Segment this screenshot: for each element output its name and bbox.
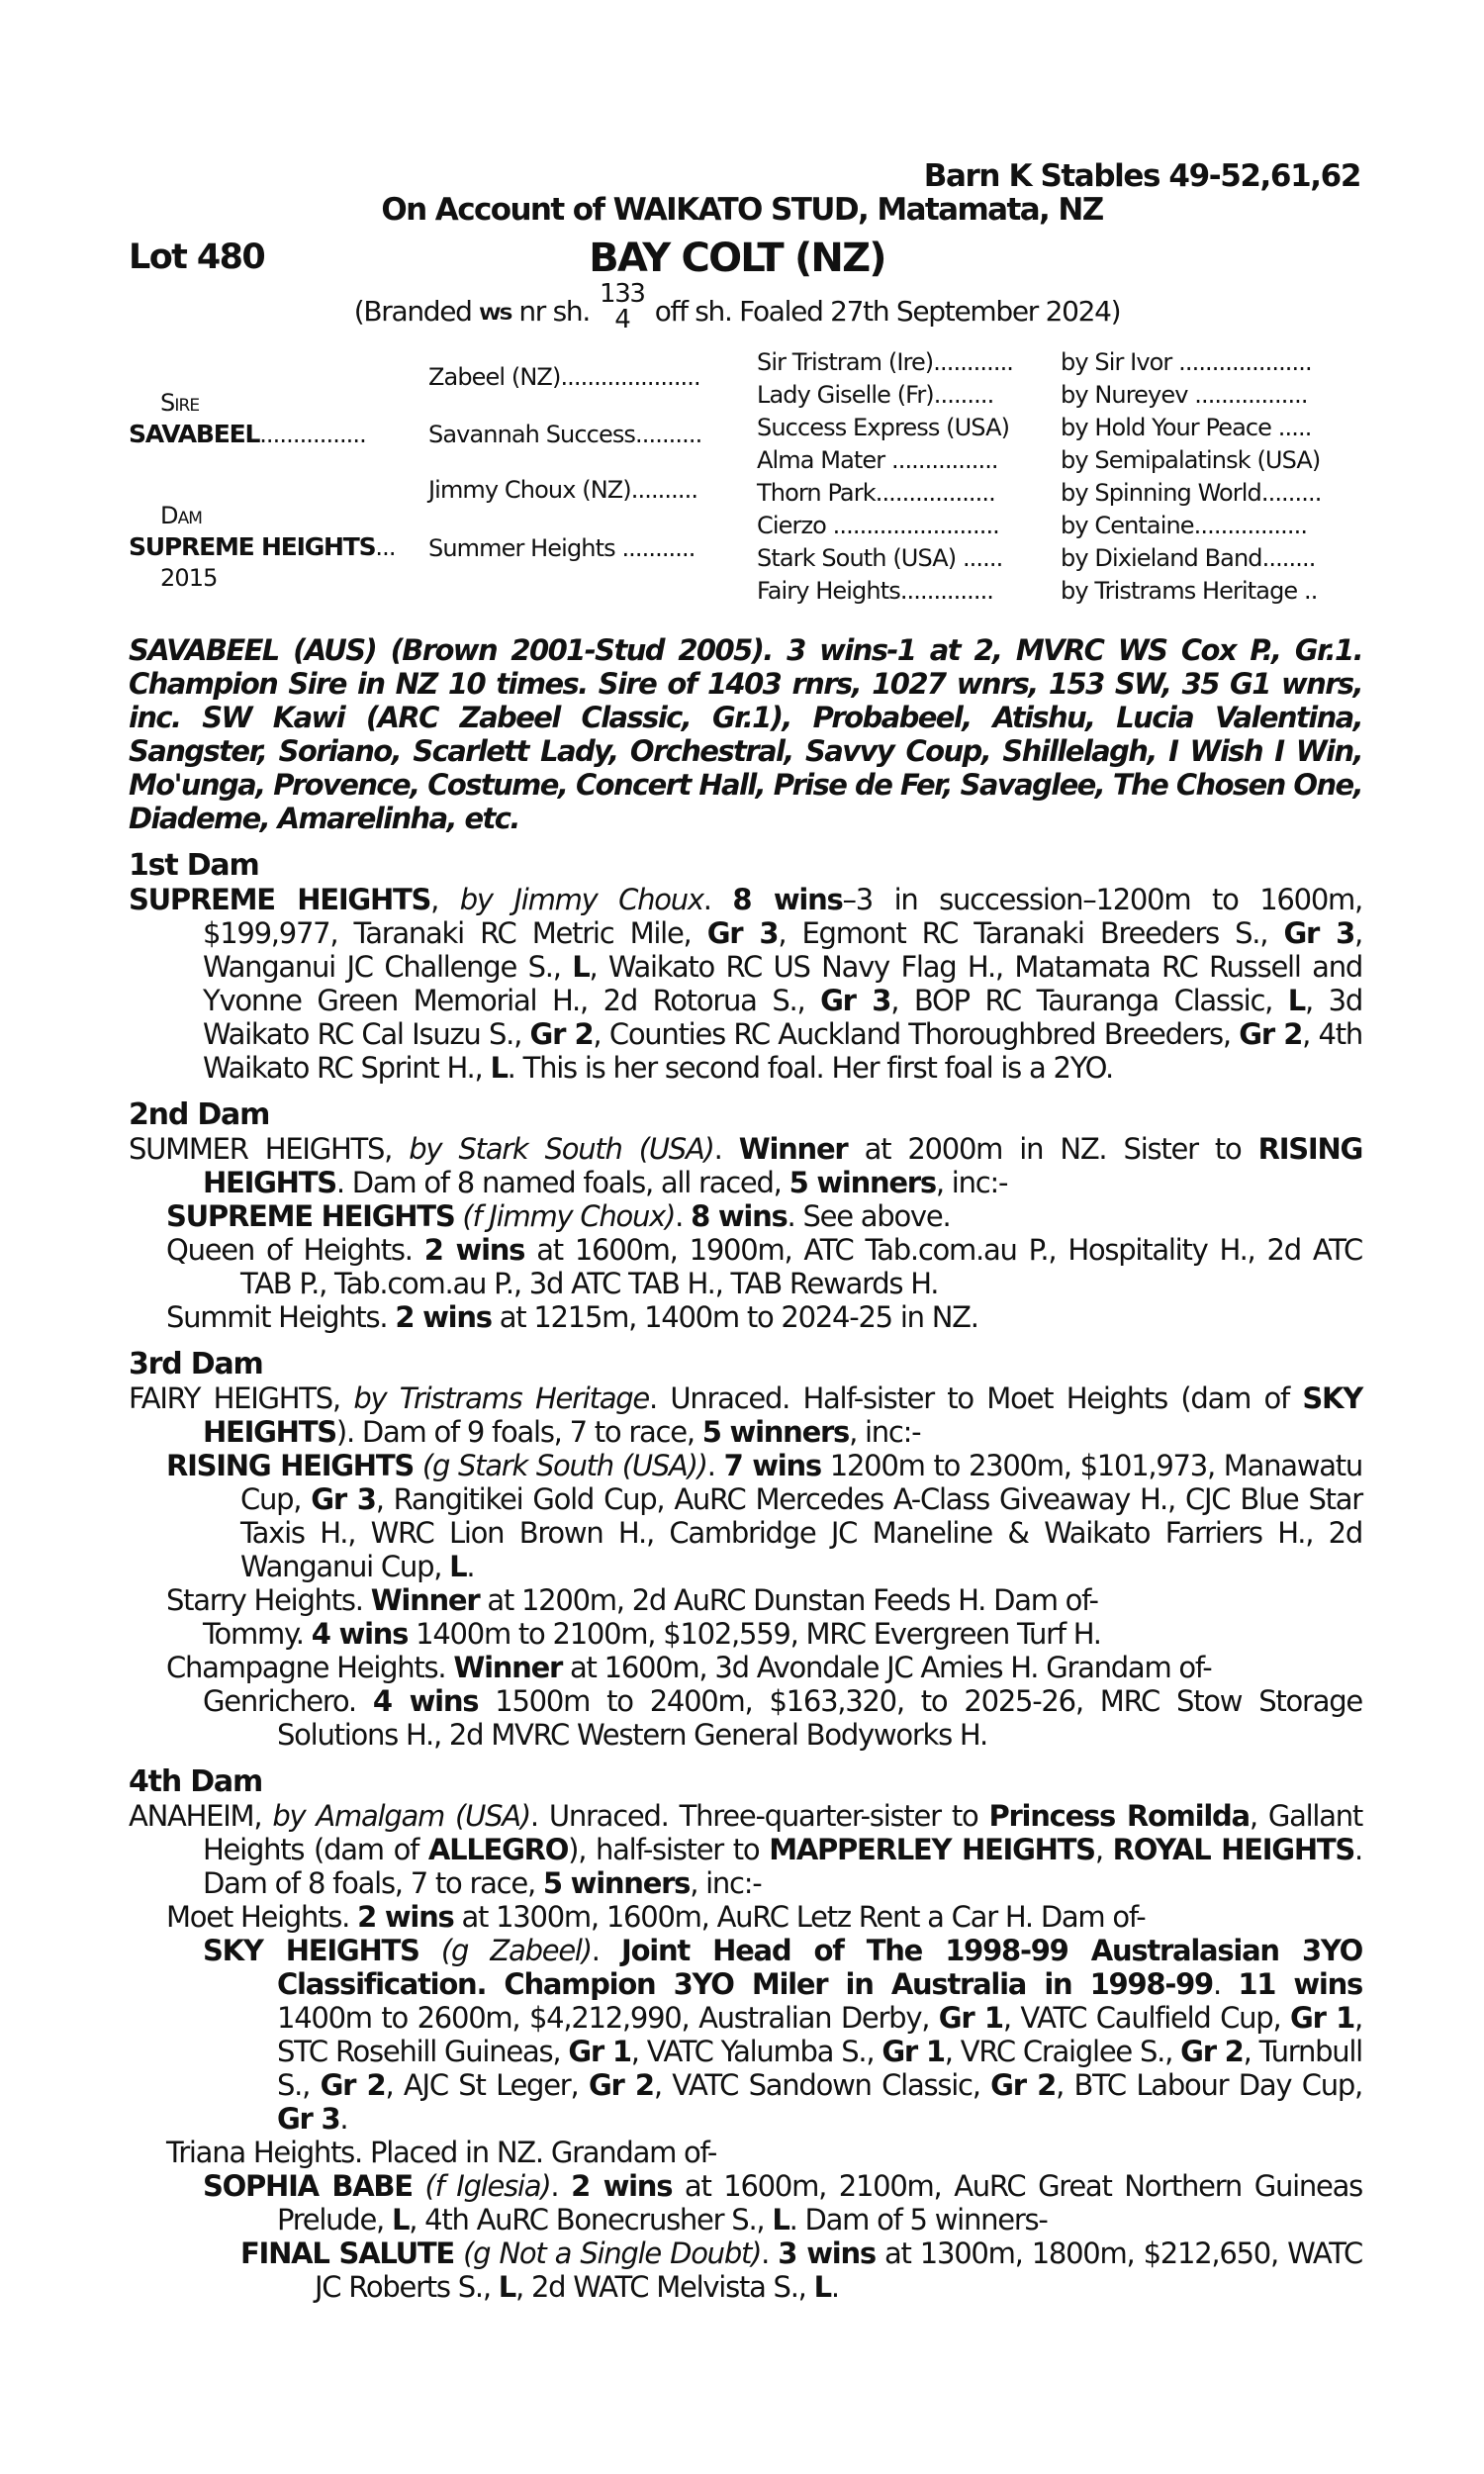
leader-dots: .................. (875, 479, 995, 507)
branded-suffix: off sh. Foaled 27th September 2024) (654, 295, 1121, 328)
text-run: at 1600m, 2100m, AuRC Great Northern Guineas Prelude, (277, 2169, 1362, 2236)
dam-section (129, 849, 1362, 1085)
bold-text: Gr 2 (1180, 2035, 1244, 2068)
list-item (129, 1651, 1362, 1684)
great-grandparent-sire (1061, 381, 1308, 409)
text-run: . Unraced. Half-sister to Moet Heights (dam of (648, 1381, 1303, 1415)
italic-text: by Amalgam (USA) (272, 1799, 530, 1833)
text-run: ), half-sister to (568, 1833, 770, 1866)
leader-dots: ......... (1260, 479, 1322, 507)
sire-summary: SAVABEEL (AUS) (Brown 2001-Stud 2005). 3 wins-1 at 2, MVRC WS Cox P., Gr.1. Champion Sire in NZ 10 times. Sire of 1403 rnrs, 1027 wnrs, 153 SW, 35 G1 wnrs, inc. SW Kawi (ARC Zabeel Classic, Gr.1), Probabeel, Atishu, Lucia Valentina, Sangster, Soriano, Scarlett Lady, Orchestral, Savvy Coup, Shillelagh, I Wish I Win, Mo'unga, Provence, Costume, Concert Hall, Prise de Fer, Savaglee, The Chosen One, Diademe, Amarelinha, etc. (129, 633, 1362, 835)
text-run: . Dam of 8 foals, 7 to race, (203, 1833, 1362, 1900)
great-grandparent (757, 544, 1002, 572)
text-run: , VATC Yalumba S., (630, 2035, 882, 2068)
text-run: . Dam of 8 named foals, all raced, (335, 1166, 789, 1199)
bold-text: SKY HEIGHTS (203, 1381, 1362, 1449)
grandparent (428, 534, 695, 562)
text-run: , 3d Waikato RC Cal Isuzu S., (203, 984, 1363, 1051)
bold-text: L (813, 2270, 831, 2304)
leader-dots: ... (375, 533, 396, 561)
text-run: –3 in succession–1200m to 1600m, $199,977, Taranaki RC Metric Mile, (203, 883, 1362, 950)
leader-dots: ............ (933, 348, 1014, 376)
text-run: Summit Heights. (166, 1300, 396, 1334)
text-run: , Waikato RC US Navy Flag H., Matamata RC Russell and Yvonne Green Memorial H., 2d Rotorua S., (203, 950, 1362, 1017)
leader-dots: ..................... (560, 363, 700, 391)
bold-text: 2 wins (571, 2169, 673, 2203)
dam-foaled-year: 2015 (160, 564, 218, 592)
bold-text: Gr 1 (1290, 2001, 1355, 2035)
section-heading: 1st Dam (129, 848, 259, 883)
great-grandparent (757, 577, 993, 605)
text-run: at 1300m, 1600m, AuRC Letz Rent a Car H. Dam of- (453, 1900, 1146, 1934)
sire-label: Sire (160, 389, 200, 417)
list-item (129, 1900, 1362, 1934)
great-grandparent (757, 479, 995, 507)
vendor-line: On Account of WAIKATO STUD, Matamata, NZ (381, 192, 1103, 228)
list-item (129, 1300, 1362, 1334)
bold-text: 4 wins (372, 1684, 479, 1718)
section-heading: 3rd Dam (129, 1347, 263, 1381)
bold-text: Gr 2 (529, 1017, 594, 1051)
great-grandparent-name: Cierzo (757, 512, 826, 539)
bold-text: RISING HEIGHTS (166, 1449, 414, 1482)
leader-dots: ......................... (825, 512, 999, 539)
text-run: , Egmont RC Taranaki Breeders S., (778, 916, 1284, 950)
great-grandparent-sire-name: by Spinning World (1061, 479, 1261, 507)
grandparent-name: Zabeel (NZ) (428, 363, 561, 391)
bold-text: Gr 3 (706, 916, 779, 950)
great-grandparent-sire (1061, 479, 1321, 507)
text-run: at 1600m, 3d Avondale JC Amies H. Grandam of- (562, 1651, 1212, 1684)
bold-text: Gr 2 (588, 2068, 654, 2102)
text-run: , inc:- (935, 1166, 1008, 1199)
italic-text: (g Zabeel) (418, 1934, 592, 1967)
list-item (129, 1617, 1362, 1651)
text-run: 1400m to 2100m, $102,559, MRC Evergreen Turf H. (408, 1617, 1101, 1651)
dam-section (129, 1765, 1362, 2304)
text-run: , BOP RC Tauranga Classic, (890, 984, 1288, 1017)
great-grandparent-name: Stark South (USA) (757, 544, 957, 572)
bold-text: SKY HEIGHTS (203, 1934, 419, 1967)
text-run: , (430, 883, 460, 916)
dam-name-text: SUPREME HEIGHTS (129, 532, 376, 561)
great-grandparent-sire (1061, 544, 1315, 572)
bold-text: 2 wins (395, 1300, 492, 1334)
text-run: 1200m to 2300m, $101,973, Manawatu Cup, (240, 1449, 1362, 1516)
bold-text: RISING HEIGHTS (203, 1132, 1363, 1199)
bold-text: 5 winners (788, 1166, 936, 1199)
catalogue-body (129, 633, 1362, 2318)
list-item (129, 1132, 1362, 1199)
leader-dots: .. (1297, 577, 1318, 605)
great-grandparent-name: Alma Mater (757, 446, 885, 474)
list-item (129, 1233, 1362, 1300)
bold-text: ALLEGRO (427, 1833, 569, 1866)
bold-text: Winner (738, 1132, 848, 1166)
lot-number: Lot 480 (129, 238, 265, 277)
text-run: Triana Heights. Placed in NZ. Grandam of- (166, 2136, 717, 2169)
bold-text: FINAL SALUTE (240, 2236, 454, 2270)
text-run: , inc:- (690, 1866, 762, 1900)
leader-dots: ...... (956, 544, 1003, 572)
dam-section (129, 1348, 1362, 1752)
leader-dots: ................ (884, 446, 998, 474)
grandparent-name: Summer Heights (428, 534, 615, 562)
great-grandparent-sire (1061, 512, 1307, 539)
text-run: . This is her second foal. Her first foal is a 2YO. (507, 1051, 1113, 1085)
text-run: . (761, 2236, 779, 2270)
text-run: . (713, 1132, 739, 1166)
bold-text: Gr 3 (311, 1482, 376, 1516)
text-run: ANAHEIM, (129, 1799, 273, 1833)
leader-dots: ................. (1193, 512, 1308, 539)
bold-text: L (490, 1051, 508, 1085)
bold-text: SUPREME HEIGHTS (129, 883, 431, 916)
list-item (129, 1199, 1362, 1233)
bold-text: Winner (370, 1583, 480, 1617)
bold-text: L (391, 2203, 410, 2236)
grandparent (428, 421, 701, 448)
text-run: 1400m to 2600m, $4,212,990, Australian Derby, (277, 2001, 939, 2035)
text-run: . (706, 1449, 724, 1482)
text-run: , 4th AuRC Bonecrusher S., (409, 2203, 773, 2236)
text-run: Tommy. (203, 1617, 312, 1651)
text-run: , VATC Caulfield Cup, (1002, 2001, 1291, 2035)
bold-text: 3 wins (778, 2236, 876, 2270)
text-run: . See above. (787, 1199, 951, 1233)
bold-text: Gr 2 (990, 2068, 1057, 2102)
text-run: , VRC Craiglee S., (944, 2035, 1181, 2068)
text-run: , AJC St Leger, (385, 2068, 589, 2102)
section-heading: 4th Dam (129, 1764, 263, 1799)
text-run: , inc:- (849, 1415, 921, 1449)
text-run: , Counties RC Auckland Thoroughbred Breeders, (593, 1017, 1240, 1051)
bold-text: 5 winners (701, 1415, 850, 1449)
italic-text: (g Not a Single Doubt) (453, 2236, 762, 2270)
bold-text: Gr 2 (320, 2068, 386, 2102)
great-grandparent-sire (1061, 414, 1311, 441)
great-grandparent (757, 381, 993, 409)
branded-mid: nr sh. (518, 295, 590, 328)
page-title: BAY COLT (NZ) (589, 236, 885, 281)
great-grandparent-name: Fairy Heights (757, 577, 900, 605)
great-grandparent-name: Success Express (USA) (757, 414, 1010, 441)
great-grandparent (757, 414, 1009, 441)
sire-name (129, 420, 366, 448)
list-item (129, 1449, 1362, 1583)
bold-text: Gr 3 (820, 984, 891, 1017)
pedigree-table (0, 346, 1484, 614)
brand-mark-icon: WS (479, 303, 511, 325)
bold-text: L (572, 950, 590, 984)
leader-dots: ................ (259, 421, 366, 448)
dam-label: Dam (160, 502, 203, 529)
list-item (129, 2136, 1362, 2169)
bold-text: L (498, 2270, 516, 2304)
bold-text: Joint Head of The 1998-99 Australasian 3YO Classification. Champion 3YO Miler in Australia in 1998-99 (277, 1934, 1362, 2001)
list-item (129, 1799, 1362, 1900)
text-run: . (1213, 1967, 1239, 2001)
brand-fraction (600, 281, 645, 333)
bold-text: 8 wins (732, 883, 843, 916)
text-run: Champagne Heights. (166, 1651, 454, 1684)
text-run: . (550, 2169, 572, 2203)
sire-name-text: SAVABEEL (129, 420, 260, 448)
bold-text: Gr 1 (938, 2001, 1003, 2035)
list-item (129, 1934, 1362, 2136)
text-run: , 4th Waikato RC Sprint H., (203, 1017, 1362, 1085)
section-heading: 2nd Dam (129, 1097, 270, 1132)
brand-fraction-top: 133 (599, 279, 645, 309)
bold-text: Gr 1 (568, 2035, 631, 2068)
leader-dots: ......... (933, 381, 994, 409)
branded-prefix: (Branded (353, 295, 472, 328)
text-run: Genrichero. (203, 1684, 373, 1718)
text-run: . (339, 2102, 348, 2136)
bold-text: ROYAL HEIGHTS (1112, 1833, 1355, 1866)
leader-dots: .......... (635, 421, 702, 448)
brand-fraction-bottom: 4 (614, 305, 630, 334)
text-run: , VATC Sandown Classic, (653, 2068, 991, 2102)
text-run: 1500m to 2400m, $163,320, to 2025-26, MRC Stow Storage Solutions H., 2d MVRC Western General Bodyworks H. (277, 1684, 1362, 1752)
bold-text: MAPPERLEY HEIGHTS (769, 1833, 1095, 1866)
list-item (129, 1583, 1362, 1617)
bold-text: 2 wins (357, 1900, 454, 1934)
text-run: Queen of Heights. (166, 1233, 424, 1267)
list-item (129, 1684, 1362, 1752)
italic-text: by Stark South (USA) (409, 1132, 714, 1166)
text-run: at 2000m in NZ. Sister to (847, 1132, 1258, 1166)
great-grandparent-sire (1061, 446, 1320, 474)
bold-text: Gr 3 (1283, 916, 1355, 950)
great-grandparent-sire-name: by Tristrams Heritage (1061, 577, 1298, 605)
bold-text: L (772, 2203, 789, 2236)
list-item (129, 2236, 1362, 2304)
barn-location: Barn K Stables 49-52,61,62 (923, 158, 1360, 194)
text-run: , Gallant Heights (dam of (203, 1799, 1362, 1866)
text-run: . (466, 1550, 475, 1583)
grandparent-name: Savannah Success (428, 421, 636, 448)
text-run: at 1300m, 1800m, $212,650, WATC JC Roberts S., (315, 2236, 1363, 2304)
text-run: , (1094, 1833, 1113, 1866)
text-run: , BTC Labour Day Cup, (1056, 2068, 1363, 2102)
italic-text: (f Jimmy Choux) (454, 1199, 676, 1233)
text-run: . Unraced. Three-quarter-sister to (529, 1799, 989, 1833)
grandparent (428, 476, 697, 504)
text-run: at 1200m, 2d AuRC Dunstan Feeds H. Dam of- (479, 1583, 1098, 1617)
list-item (129, 883, 1362, 1085)
great-grandparent-sire-name: by Semipalatinsk (USA) (1061, 446, 1321, 474)
bold-text: SOPHIA BABE (203, 2169, 413, 2203)
great-grandparent-sire-name: by Nureyev (1061, 381, 1188, 409)
leader-dots: ..... (1271, 414, 1312, 441)
text-run: . Dam of 5 winners- (788, 2203, 1048, 2236)
bold-text: Princess Romilda (988, 1799, 1250, 1833)
leader-dots: .......... (630, 476, 698, 504)
bold-text: 8 wins (691, 1199, 788, 1233)
text-run: Moet Heights. (166, 1900, 358, 1934)
text-run: ). Dam of 9 foals, 7 to race, (335, 1415, 702, 1449)
text-run: , Rangitikei Gold Cup, AuRC Mercedes A-Class Giveaway H., CJC Blue Star Taxis H., WRC Lion Brown H., Cambridge JC Maneline & Waikato Farriers H., 2d Wanganui Cup, (240, 1482, 1362, 1583)
great-grandparent-sire (1061, 577, 1318, 605)
bold-text: Gr 1 (881, 2035, 945, 2068)
great-grandparent-name: Lady Giselle (Fr) (757, 381, 934, 409)
italic-text: (g Stark South (USA)) (414, 1449, 707, 1482)
text-run: Starry Heights. (166, 1583, 371, 1617)
list-item (129, 2169, 1362, 2236)
text-run: , STC Rosehill Guineas, (277, 2001, 1363, 2068)
great-grandparent-name: Thorn Park (757, 479, 876, 507)
dam-name (129, 532, 396, 561)
great-grandparent (757, 348, 1013, 376)
bold-text: SUPREME HEIGHTS (166, 1199, 455, 1233)
great-grandparent (757, 512, 999, 539)
bold-text: 11 wins (1238, 1967, 1363, 2001)
great-grandparent-sire (1061, 348, 1312, 376)
great-grandparent-sire-name: by Sir Ivor (1061, 348, 1172, 376)
bold-text: L (1287, 984, 1306, 1017)
great-grandparent-sire-name: by Dixieland Band (1061, 544, 1262, 572)
leader-dots: ........... (614, 534, 696, 562)
text-run: at 1215m, 1400m to 2024-25 in NZ. (491, 1300, 978, 1334)
bold-text: 5 winners (542, 1866, 691, 1900)
italic-text: (f Iglesia) (412, 2169, 551, 2203)
great-grandparent-name: Sir Tristram (Ire) (757, 348, 934, 376)
great-grandparent-sire-name: by Centaine (1061, 512, 1194, 539)
text-run: . (675, 1199, 692, 1233)
leader-dots: ................. (1187, 381, 1308, 409)
text-run: . (702, 883, 733, 916)
bold-text: Gr 3 (277, 2102, 340, 2136)
text-run: FAIRY HEIGHTS, (129, 1381, 354, 1415)
brand-foaling-line (0, 279, 1474, 338)
bold-text: 7 wins (723, 1449, 821, 1482)
italic-text: by Tristrams Heritage (353, 1381, 649, 1415)
italic-text: by Jimmy Choux (459, 883, 703, 916)
bold-text: 4 wins (311, 1617, 409, 1651)
bold-text: L (449, 1550, 467, 1583)
bold-text: 2 wins (423, 1233, 525, 1267)
grandparent-name: Jimmy Choux (NZ) (428, 476, 631, 504)
text-run: SUMMER HEIGHTS, (129, 1132, 410, 1166)
leader-dots: .................... (1171, 348, 1312, 376)
bold-text: Gr 2 (1239, 1017, 1303, 1051)
great-grandparent-sire-name: by Hold Your Peace (1061, 414, 1272, 441)
text-run: at 1600m, 1900m, ATC Tab.com.au P., Hospitality H., 2d ATC TAB P., Tab.com.au P., 3d ATC TAB H., TAB Rewards H. (240, 1233, 1362, 1300)
dam-section (129, 1098, 1362, 1334)
text-run: , Wanganui JC Challenge S., (203, 916, 1363, 984)
grandparent (428, 363, 700, 391)
text-run: . (830, 2270, 839, 2304)
leader-dots: .............. (899, 577, 994, 605)
text-run: , 2d WATC Melvista S., (515, 2270, 814, 2304)
text-run: , Turnbull S., (277, 2035, 1362, 2102)
list-item (129, 1381, 1362, 1449)
bold-text: Winner (453, 1651, 563, 1684)
text-run: . (591, 1934, 622, 1967)
great-grandparent (757, 446, 998, 474)
leader-dots: ........ (1261, 544, 1316, 572)
